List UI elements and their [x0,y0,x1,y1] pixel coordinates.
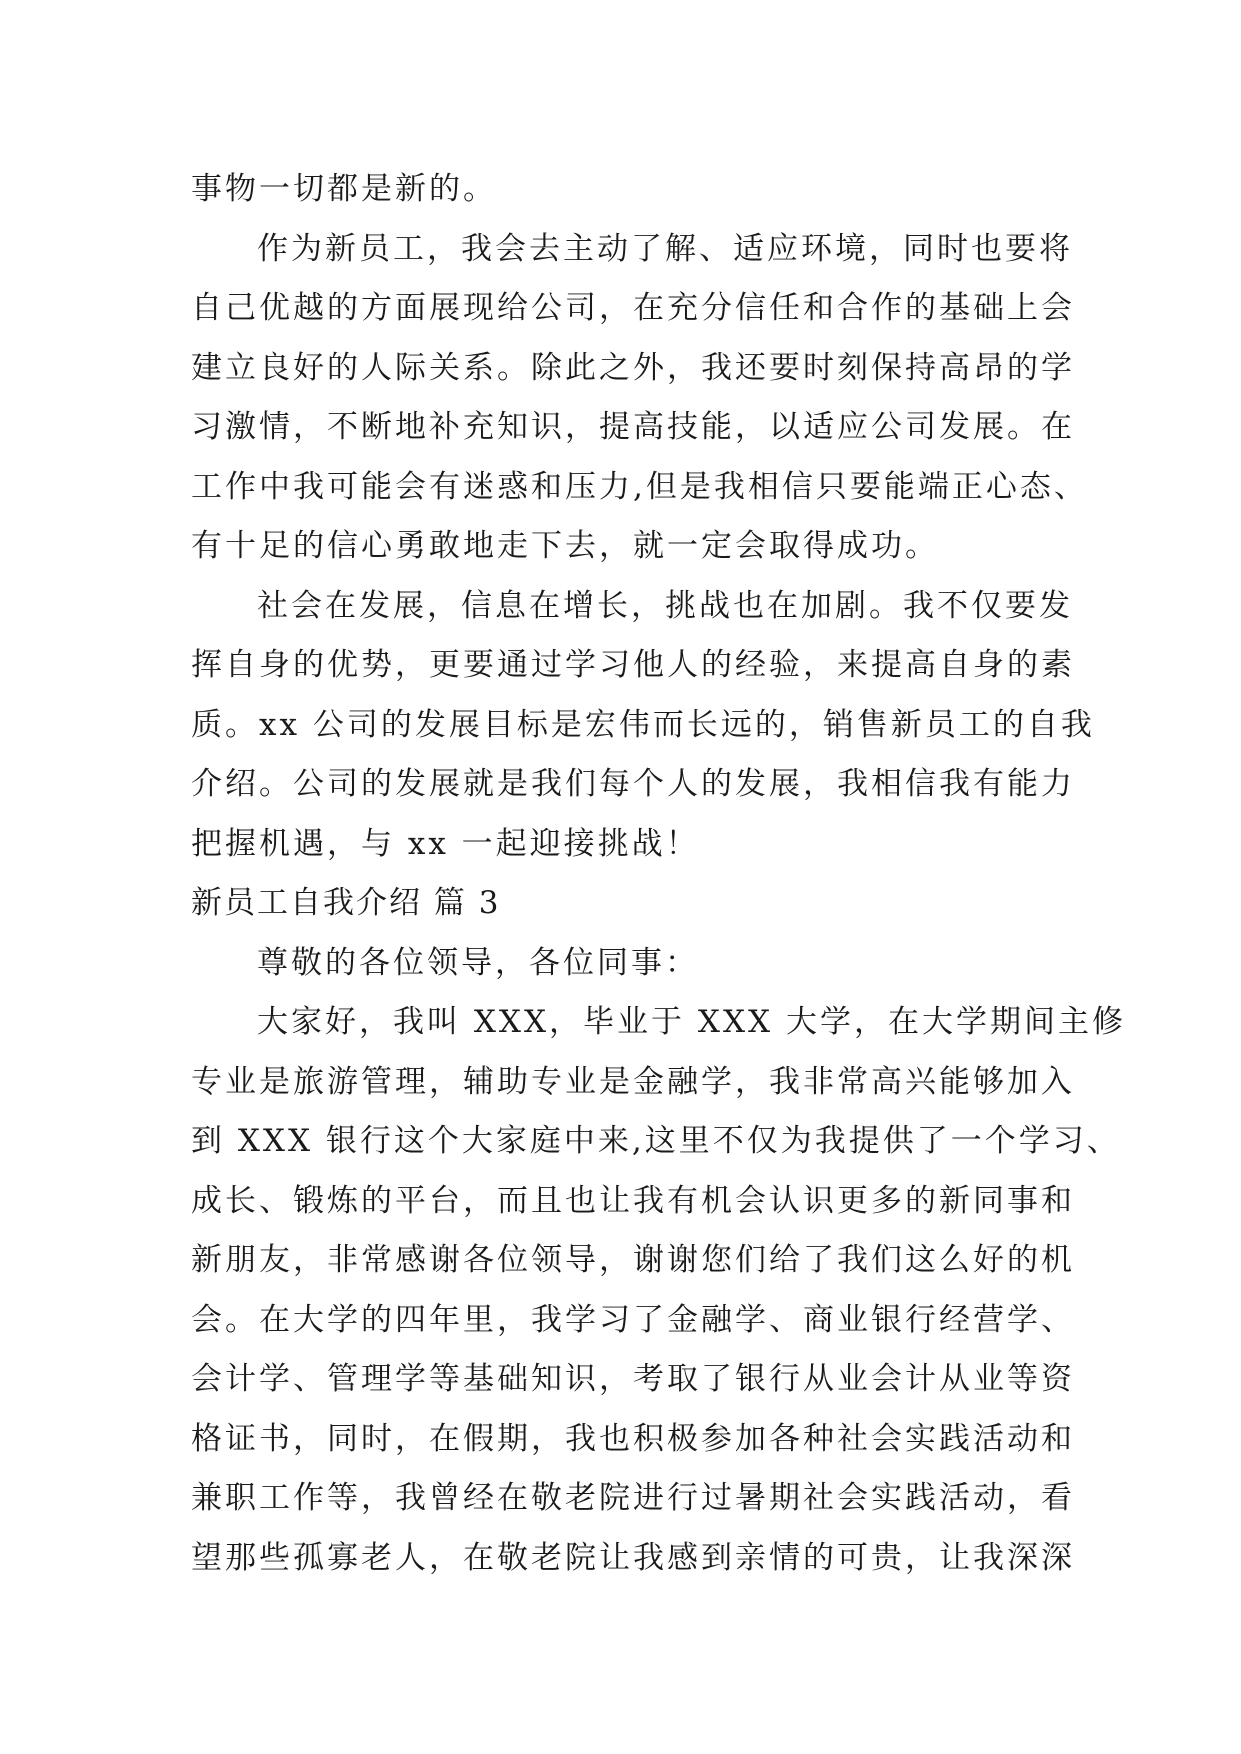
text-line: 会。在大学的四年里，我学习了金融学、商业银行经营学、 [191,1301,1075,1338]
text-line: 自己优越的方面展现给公司，在充分信任和合作的基础上会 [191,290,1075,326]
text-line: 望那些孤寡老人，在敬老院让我感到亲情的可贵，让我深深 [191,1539,1075,1576]
text-line: 社会在发展，信息在增长，挑战也在加剧。我不仅要发 [257,587,1073,624]
text-line: 会计学、管理学等基础知识，考取了银行从业会计从业等资 [191,1361,1075,1397]
text-line: 建立良好的人际关系。除此之外，我还要时刻保持高昂的学 [191,349,1075,386]
text-line: 挥自身的优势，更要通过学习他人的经验，来提高自身的素 [191,647,1075,683]
text-line: 习激情，不断地补充知识，提高技能，以适应公司发展。在 [191,409,1075,445]
text-line: 作为新员工，我会去主动了解、适应环境，同时也要将 [257,230,1073,267]
text-line: 新朋友，非常感谢各位领导，谢谢您们给了我们这么好的机 [191,1242,1075,1278]
text-line: 成长、锻炼的平台，而且也让我有机会认识更多的新同事和 [191,1182,1075,1219]
salutation-line: 尊敬的各位领导，各位同事： [257,944,699,981]
text-line: 把握机遇，与 xx 一起迎接挑战！ [191,825,700,862]
text-line: 专业是旅游管理，辅助专业是金融学，我非常高兴能够加入 [191,1063,1075,1100]
text-line: 到 XXX 银行这个大家庭中来,这里不仅为我提供了一个学习、 [191,1123,1121,1159]
text-line: 格证书，同时，在假期，我也积极参加各种社会实践活动和 [191,1420,1075,1457]
text-line: 兼职工作等，我曾经在敬老院进行过暑期社会实践活动，看 [191,1480,1075,1516]
text-line: 质。xx 公司的发展目标是宏伟而长远的，销售新员工的自我 [191,706,1095,743]
text-line: 有十足的信心勇敢地走下去，就一定会取得成功。 [191,528,939,564]
text-line: 工作中我可能会有迷惑和压力,但是我相信只要能端正心态、 [191,468,1088,505]
text-line: 大家好，我叫 XXX，毕业于 XXX 大学，在大学期间主修 [257,1004,1126,1040]
document-body [191,160,1126,1588]
text-line: 事物一切都是新的。 [191,171,497,207]
text-line: 介绍。公司的发展就是我们每个人的发展，我相信我有能力 [191,766,1075,802]
section-heading: 新员工自我介绍 篇 3 [191,885,501,921]
